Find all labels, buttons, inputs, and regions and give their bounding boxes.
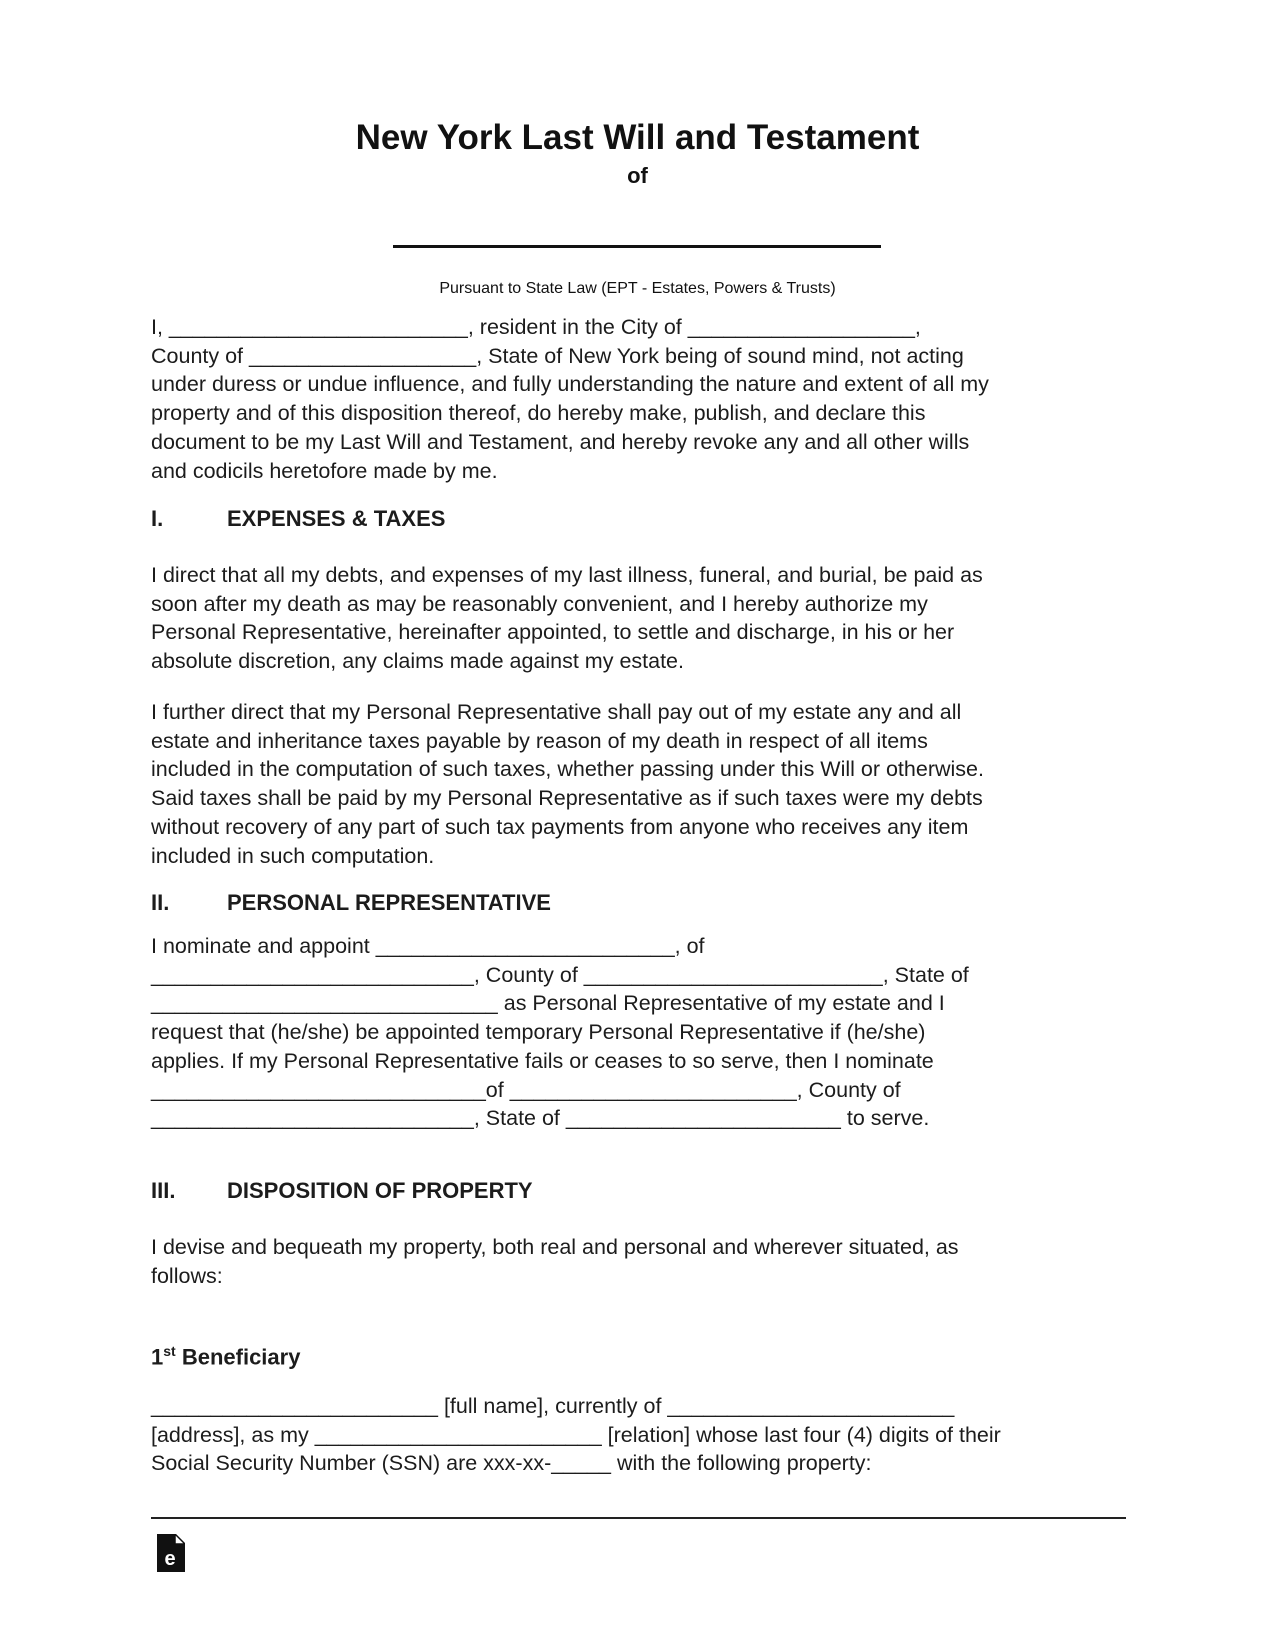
section-number: II. <box>151 890 170 915</box>
disposition-intro-paragraph <box>151 1233 1136 1290</box>
paragraph-line: request that (he/she) be appointed temporary Personal Representative if (he/she) <box>151 1020 926 1045</box>
paragraph-line: Personal Representative, hereinafter appointed, to settle and discharge, in his or her <box>151 620 955 645</box>
paragraph-line: Said taxes shall be paid by my Personal Representative as if such taxes were my debts <box>151 786 983 811</box>
testator-name-line[interactable] <box>393 245 881 248</box>
pursuant-statement: Pursuant to State Law (EPT - Estates, Powers & Trusts) <box>439 280 836 297</box>
paragraph-line: ___________________________, State of _______________________ to serve. <box>151 1106 930 1131</box>
document-title: New York Last Will and Testament <box>355 118 920 157</box>
paragraph-line: Social Security Number (SSN) are xxx-xx-_____ with the following property: <box>151 1451 872 1476</box>
section-number: III. <box>151 1178 176 1203</box>
paragraph-line: I direct that all my debts, and expenses of my last illness, funeral, and burial, be paid as <box>151 563 983 587</box>
footer-divider <box>151 1517 1126 1519</box>
section-title: PERSONAL REPRESENTATIVE <box>227 890 551 915</box>
intro-line: County of ___________________, State of New York being of sound mind, not acting <box>151 343 964 368</box>
beneficiary-paragraph <box>151 1392 1136 1478</box>
intro-line: and codicils heretofore made by me. <box>151 458 498 483</box>
taxes-paragraph <box>151 698 1136 870</box>
document-subtitle-of: of <box>627 163 648 188</box>
section-title: DISPOSITION OF PROPERTY <box>227 1178 533 1203</box>
paragraph-line: _____________________________ as Personal Representative of my estate and I <box>151 991 945 1016</box>
beneficiary-ordinal-suffix: st <box>163 1343 176 1359</box>
paragraph-line: estate and inheritance taxes payable by reason of my death in respect of all items <box>151 728 928 753</box>
intro-line: property and of this disposition thereof, do hereby make, publish, and declare this <box>151 401 926 426</box>
section-heading-expenses-taxes <box>151 506 445 532</box>
paragraph-line: I further direct that my Personal Representative shall pay out of my estate any and all <box>151 700 962 724</box>
section-title: EXPENSES & TAXES <box>227 506 446 531</box>
paragraph-line: ___________________________, County of _________________________, State of <box>151 962 969 987</box>
paragraph-line: applies. If my Personal Representative fails or ceases to so serve, then I nominate <box>151 1048 934 1073</box>
intro-line: I, _________________________, resident in the City of ___________________, <box>151 315 921 339</box>
beneficiary-label: Beneficiary <box>181 1344 301 1370</box>
logo-letter: e <box>164 1548 176 1570</box>
paragraph-line: included in such computation. <box>151 843 435 868</box>
section-heading-disposition <box>151 1178 533 1204</box>
intro-line: under duress or undue influence, and fully understanding the nature and extent of all my <box>151 372 989 397</box>
expenses-paragraph <box>151 561 1136 676</box>
intro-line: document to be my Last Will and Testament, and hereby revoke any and all other wills <box>151 429 970 454</box>
section-heading-personal-representative <box>151 890 551 916</box>
section-number: I. <box>151 506 164 531</box>
paragraph-line: soon after my death as may be reasonably convenient, and I hereby authorize my <box>151 591 928 616</box>
beneficiary-heading <box>151 1343 300 1370</box>
paragraph-line: absolute discretion, any claims made against my estate. <box>151 649 684 674</box>
intro-paragraph <box>151 313 1136 485</box>
paragraph-line: ________________________ [full name], currently of ________________________ <box>151 1394 955 1418</box>
paragraph-line: [address], as my ________________________ [relation] whose last four (4) digits of their <box>151 1422 1001 1447</box>
paragraph-line: I nominate and appoint _________________________, of <box>151 934 705 958</box>
paragraph-line: I devise and bequeath my property, both real and personal and wherever situated, as <box>151 1235 959 1259</box>
paragraph-line: ____________________________of ________________________, County of <box>151 1077 901 1102</box>
eforms-logo-icon <box>157 1534 185 1572</box>
paragraph-line: included in the computation of such taxes, whether passing under this Will or otherwise. <box>151 757 984 782</box>
paragraph-line: without recovery of any part of such tax payments from anyone who receives any item <box>151 814 969 839</box>
beneficiary-ordinal: 1 <box>151 1344 164 1370</box>
paragraph-line: follows: <box>151 1263 223 1288</box>
personal-representative-paragraph <box>151 932 1136 1133</box>
